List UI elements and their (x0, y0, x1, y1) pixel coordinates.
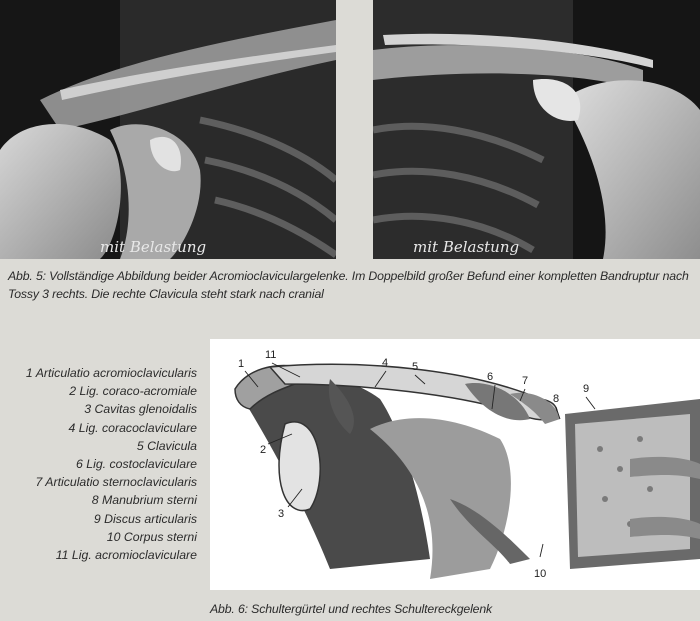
figure-number-9: 9 (583, 383, 590, 395)
figure-number-11: 11 (265, 349, 277, 361)
xray-handwriting-right: mit Belastung (413, 238, 520, 256)
figure-number-1: 1 (238, 358, 245, 370)
figure-number-4: 4 (382, 357, 389, 369)
legend-item: 11 Lig. acromioclaviculare (55, 548, 197, 563)
figure-6-caption: Abb. 6: Schultergürtel und rechtes Schultereckgelenk (210, 602, 493, 616)
xray-handwriting-left: mit Belastung (100, 238, 207, 256)
anatomy-illustration (210, 339, 700, 590)
legend-item: 3 Cavitas glenoidalis (84, 402, 197, 417)
figure-number-8: 8 (553, 393, 560, 405)
figure-number-2: 2 (260, 444, 267, 456)
figure-number-6: 6 (487, 371, 494, 383)
legend-item: 6 Lig. costoclaviculare (76, 457, 197, 472)
xray-image-left (0, 0, 336, 259)
anatomy-legend (0, 364, 197, 564)
legend-item: 9 Discus articularis (93, 511, 197, 526)
legend-item: 2 Lig. coraco-acromiale (69, 384, 197, 399)
figure-number-7: 7 (522, 375, 529, 387)
xray-image-right (373, 0, 700, 259)
legend-item: 8 Manubrium sterni (91, 493, 197, 508)
figure-number-3: 3 (278, 508, 285, 520)
legend-item: 4 Lig. coracoclaviculare (68, 420, 197, 435)
legend-item: 1 Articulatio acromioclavicularis (25, 366, 197, 380)
legend-item: 5 Clavicula (136, 438, 197, 453)
figure-number-5: 5 (412, 361, 419, 373)
legend-item: 10 Corpus sterni (106, 529, 197, 544)
figure-5-caption: Abb. 5: Vollständige Abbildung beider Acromioclaviculargelenke. Im Doppelbild großer Befund einer kompletten Bandruptur nach Tossy 3 rechts. Die rechte Clavicula steht stark nach cranial (8, 269, 689, 301)
figure-number-10: 10 (534, 568, 547, 580)
legend-item: 7 Articulatio sternoclavicularis (35, 475, 197, 490)
